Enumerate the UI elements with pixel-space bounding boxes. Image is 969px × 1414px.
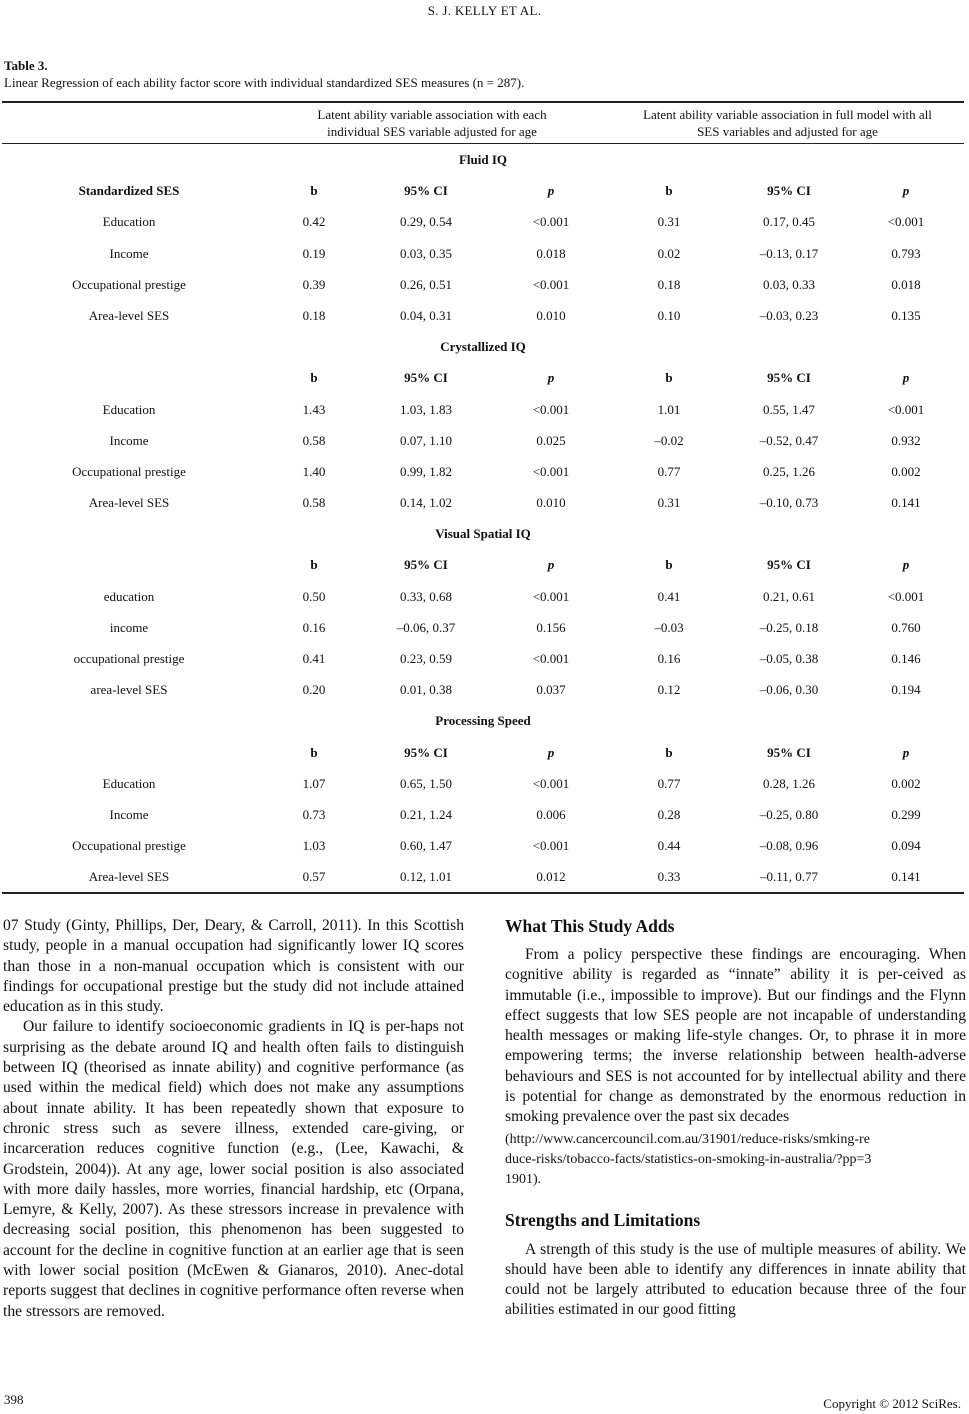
body-paragraph: Our failure to identify socioeconomic gradients in IQ is per-haps not surprising as the debate around IQ and health often fails to distinguish between IQ (theorised as innate ability) and cognitive performance (as used within the medical field) which does not make any assumptions about innate ability. It has been repeatedly shown that exposure to chronic stress such as severe illness, extended care-giving, or incarceration reduces cognitive function (e.g., (Lee, Kawachi, & Grodstein, 2004)). At any age, lower social position is also associated with more daily hassles, more worries, financial hardship, etc (Orpana, Lemyre, & Kelly, 2007). As these stressors increase in prevalence with decreasing social position, this phenomenon has been suggested to account for the decline in cognitive function at an earlier age that is seen with lower social position (McEwen & Gianaros, 2010). Anec-dotal reports suggest that declines in cognitive performance often reverse when the stressors are removed. [3,1018,464,1320]
table-cell: 1.03 [302,838,326,854]
table-cell: 0.16 [657,651,681,666]
table-cell: 0.50 [302,588,326,604]
table-cell: 0.39 [302,276,326,292]
table-cell: 0.21, 0.61 [763,588,815,604]
table-cell: –0.13, 0.17 [759,245,819,261]
table-cell: <0.001 [532,276,570,292]
column-header-row [2,738,964,769]
table-cell: 0.03, 0.33 [763,276,815,292]
url-text: 1901). [505,1172,542,1188]
row-label: Area-level SES [88,495,170,511]
table-row [2,800,964,831]
running-head: S. J. KELLY ET AL. [427,3,542,18]
section-title: Visual Spatial IQ [435,526,531,542]
table-cell: 0.760 [891,619,921,635]
row-label: Education [102,401,156,417]
table-cell: 0.16 [302,619,326,635]
table-row [2,831,964,862]
copyright-notice: Copyright © 2012 SciRes. [823,1396,961,1411]
group-header-full-model-line1: Latent ability variable association in full model with all [643,107,932,122]
group-header-individual-line1: Latent ability variable association with each [317,107,547,122]
column-header-row [2,550,964,581]
table-cell: 0.002 [891,775,921,791]
section-title: Crystallized IQ [440,339,526,355]
table-cell: <0.001 [532,401,570,417]
b-header: b [665,183,673,199]
column-header-row [2,176,964,207]
table-cell: –0.25, 0.80 [759,806,819,822]
url-text: (http://www.cancercouncil.com.au/31901/reduce-risks/smking-re [505,1131,870,1147]
table-cell: 1.07 [302,775,326,791]
table-cell: 0.21, 1.24 [400,806,452,822]
table-cell: 1.40 [302,463,326,479]
table-cell: –0.02 [654,432,684,448]
table-cell: 0.99, 1.82 [400,463,452,479]
table-cell: <0.001 [532,651,570,666]
table-cell: –0.52, 0.47 [759,432,819,448]
column-header-row [2,363,964,394]
row-label: occupational prestige [73,651,185,666]
table-cell: 0.60, 1.47 [400,838,452,854]
row-label: Occupational prestige [72,838,186,854]
p-header: p [547,557,555,573]
ci-header: 95% CI [767,557,811,573]
p-header: p [902,744,910,760]
table-cell: 0.28, 1.26 [763,775,815,791]
table-cell: 0.17, 0.45 [763,214,815,230]
table-cell: –0.10, 0.73 [759,495,819,511]
table-cell: 0.010 [536,495,566,511]
table-cell: 0.57 [302,869,326,885]
p-header: p [547,744,555,760]
ci-header: 95% CI [767,183,811,199]
b-header: b [310,370,318,386]
table-cell: 0.28 [657,806,681,822]
group-header-full-model-line2: SES variables and adjusted for age [697,124,878,139]
table-cell: –0.03 [654,619,684,635]
group-header-individual [282,106,582,140]
table-cell: 0.194 [891,682,921,698]
table-cell: <0.001 [887,214,925,230]
table-cell: –0.05, 0.38 [759,651,819,666]
body-paragraph: A strength of this study is the use of multiple measures of ability. We should have been able to identify any differences in innate ability that could not be largely attributed to education because three of the four abilities estimated in our good fitting [505,1240,966,1319]
section-row [2,332,964,363]
table-cell: 0.025 [536,432,566,448]
table-cell: 0.12 [657,682,681,698]
table-cell: 0.20 [302,682,326,698]
table-cell: 0.23, 0.59 [400,651,452,666]
table-cell: 0.14, 1.02 [400,495,452,511]
table-cell: 1.03, 1.83 [400,401,452,417]
section-title: Processing Speed [435,713,531,729]
table-row [2,207,964,238]
table-cell: 0.41 [302,651,326,666]
table-row [2,862,964,893]
table-cell: 0.156 [536,619,566,635]
table-cell: 0.01, 0.38 [400,682,452,698]
ci-header: 95% CI [404,744,448,760]
p-header: p [547,370,555,386]
b-header: b [665,370,673,386]
row-label: education [103,588,155,604]
table-cell: 0.299 [891,806,921,822]
p-header: p [547,183,555,199]
table-row [2,644,964,675]
table-cell: <0.001 [532,838,570,854]
ci-header: 95% CI [404,557,448,573]
table-cell: 0.55, 1.47 [763,401,815,417]
table-caption: Linear Regression of each ability factor score with individual standardized SES measures (n = 287). [4,75,525,90]
table-cell: 0.135 [891,307,921,323]
table-cell: 0.141 [891,869,921,885]
row-label: Income [109,806,149,822]
table-cell: 0.77 [657,775,681,791]
table-cell: 0.037 [536,682,566,698]
row-label: Area-level SES [88,869,170,885]
table-cell: 0.10 [657,307,681,323]
ci-header: 95% CI [767,370,811,386]
table-header-rule [2,143,964,144]
b-header: b [310,183,318,199]
table-cell: <0.001 [887,401,925,417]
section-row [2,145,964,176]
table-cell: 0.33, 0.68 [400,588,452,604]
ci-header: 95% CI [404,370,448,386]
table-cell: 0.04, 0.31 [400,307,452,323]
p-header: p [902,557,910,573]
table-cell: 0.07, 1.10 [400,432,452,448]
b-header: b [665,744,673,760]
left-text-column [3,916,464,1322]
table-cell: 0.18 [302,307,326,323]
table-cell: 0.793 [891,245,921,261]
table-cell: –0.06, 0.30 [759,682,819,698]
table-cell: 0.58 [302,495,326,511]
table-cell: 0.25, 1.26 [763,463,815,479]
b-header: b [310,557,318,573]
table-cell: 0.77 [657,463,681,479]
body-paragraph: From a policy perspective these findings are encouraging. When cognitive ability is regarded as “innate” ability it is per-ceived as immutable (i.e., impossible to improve). But our findings and the Flynn effect suggests that low SES people are not incapable of understanding health messages or making life-style changes. Or, to phrase it in more empowering terms; the inverse relationship between health-adverse behaviours and SES is not accounted for by intellectual ability and there is potential for change as demonstrated by the enormous reduction in smoking prevalence over the past six decades [505,946,966,1126]
section-heading: Strengths and Limitations [505,1209,701,1230]
table-cell: 0.33 [657,869,681,885]
table-cell: –0.11, 0.77 [759,869,819,885]
url-text: duce-risks/tobacco-facts/statistics-on-smoking-in-australia/?pp=3 [505,1151,872,1167]
row-label: Income [109,245,149,261]
row-label: Education [102,214,156,230]
section-row [2,519,964,550]
table-cell: 0.41 [657,588,681,604]
section-heading: What This Study Adds [505,916,675,936]
table-row [2,426,964,457]
table-row [2,457,964,488]
table-cell: <0.001 [532,588,570,604]
body-paragraph: 07 Study (Ginty, Phillips, Der, Deary, & Carroll, 2011). In this Scottish study, people in a manual occupation had significantly lower IQ scores than those in a non-manual occupation which is consistent with our findings for occupational prestige but the study did not include attained education as in this study. [3,917,464,1016]
table-cell: 0.18 [657,276,681,292]
row-label: income [109,619,149,635]
p-header: p [902,183,910,199]
row-label: Area-level SES [88,307,170,323]
row-label: area-level SES [90,682,168,698]
table-cell: 0.010 [536,307,566,323]
table-cell: <0.001 [887,588,925,604]
table-row [2,239,964,270]
table-cell: 1.43 [302,401,326,417]
table-row [2,270,964,301]
b-header: b [310,744,318,760]
table-cell: 0.26, 0.51 [400,276,452,292]
table-cell: 0.141 [891,495,921,511]
table-cell: 0.018 [891,276,921,292]
table-row [2,769,964,800]
table-cell: 0.73 [302,806,326,822]
group-header-individual-line2: individual SES variable adjusted for age [327,124,537,139]
table-cell: –0.03, 0.23 [759,307,819,323]
table-row [2,301,964,332]
regression-table [2,145,964,894]
table-row [2,613,964,644]
section-row [2,706,964,737]
table-row [2,395,964,426]
row-label: Occupational prestige [72,276,186,292]
table-cell: 0.29, 0.54 [400,214,452,230]
table-cell: 0.42 [302,214,326,230]
group-header-full-model [610,106,965,140]
table-cell: 0.12, 1.01 [400,869,452,885]
row-label: Occupational prestige [72,463,186,479]
table-cell: 0.012 [536,869,566,885]
table-bottom-rule [2,892,964,894]
table-row [2,582,964,613]
table-cell: 0.58 [302,432,326,448]
first-column-header: Standardized SES [78,183,180,199]
table-row [2,488,964,519]
p-header: p [902,370,910,386]
table-cell: 0.03, 0.35 [400,245,452,261]
table-cell: 0.094 [891,838,921,854]
ci-header: 95% CI [404,183,448,199]
right-text-column [505,914,966,1321]
table-top-rule [2,101,964,103]
row-label: Income [109,432,149,448]
table-cell: 0.31 [657,495,681,511]
table-cell: <0.001 [532,214,570,230]
table-cell: 0.65, 1.50 [400,775,452,791]
table-cell: –0.08, 0.96 [759,838,819,854]
row-label: Education [102,775,156,791]
table-cell: 0.146 [891,651,921,666]
section-title: Fluid IQ [458,152,508,167]
table-cell: 0.02 [657,245,681,261]
table-cell: 0.006 [536,806,566,822]
b-header: b [665,557,673,573]
table-cell: 0.018 [536,245,566,261]
table-cell: 0.002 [891,463,921,479]
page-number: 398 [4,1392,24,1407]
table-cell: 0.31 [657,214,681,230]
table-cell: <0.001 [532,463,570,479]
table-cell: –0.25, 0.18 [759,619,819,635]
table-cell: 0.19 [302,245,326,261]
ci-header: 95% CI [767,744,811,760]
table-cell: 0.932 [891,432,921,448]
table-cell: 1.01 [657,401,681,417]
table-cell: <0.001 [532,775,570,791]
table-title: Table 3. [4,58,48,73]
table-cell: –0.06, 0.37 [396,619,456,635]
table-row [2,675,964,706]
table-cell: 0.44 [657,838,681,854]
